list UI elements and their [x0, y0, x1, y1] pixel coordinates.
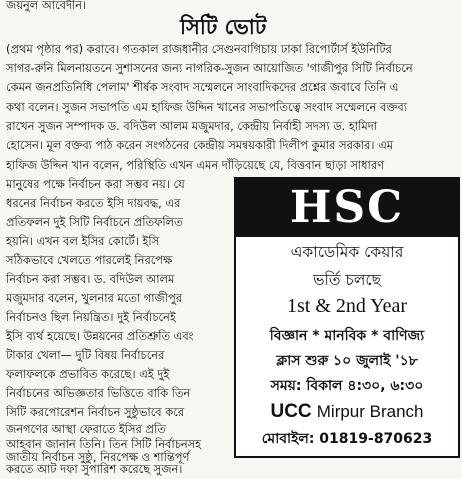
ad-line-5: ক্লাস শুরু ১০ জুলাই '১৮ [276, 353, 418, 369]
article-line: নির্বাচন করা সম্ভব। ড. বদিউল আলম [6, 272, 175, 286]
article-line: ফলাফলকে প্রভাবিত করেছে। এই দুই [6, 367, 170, 381]
article-line: হয়নি। এখন বল ইসির কোর্টে। ইসি [6, 234, 160, 248]
article-line: টাকার খেলা— দুটি বিষয় নির্বাচনের [6, 348, 165, 362]
ad-phone-line [236, 427, 458, 451]
article-line: হোসেন। মূল বক্তব্য পাঠ করেন সংগঠনের কেন্দ্রীয় সমন্বয়কারী দিলীপ কুমার সরকার। এম [6, 138, 394, 152]
ad-line-2: ভর্তি চলছে [312, 271, 382, 289]
ad-line-7 [236, 398, 458, 426]
article-line: নির্বাচনও ছিল নিয়ন্ত্রিত। দুই নির্বাচনেই [6, 310, 176, 324]
ad-line-4: বিজ্ঞান * মানবিক * বাণিজ্য [269, 328, 425, 344]
ad-line-6: সময়: বিকাল ৪:৩০, ৬:৩০ [270, 378, 424, 394]
article-line: মজুমদার বলেন, খুলনার মতো গাজীপুর [6, 291, 183, 305]
article-line: রাখেন সুজন সম্পাদক ড. বদিউল আলম মজুমদার, কেন্দ্রীয় নির্বাহী সদস্য ড. হামিদা [6, 119, 378, 133]
article-line: সাগর-রুনি মিলনায়তনে সুশাসনের জন্য নাগরিক-সুজন আয়োজিত 'গাজীপুর সিটি নির্বাচনে [6, 61, 413, 75]
article-line: ধরনের নির্বাচন করতে ইসি দায়বদ্ধ, এর [6, 196, 181, 210]
ad-phone-label: মোবাইল: [261, 431, 315, 447]
article-line: সিটি করপোরেশন নির্বাচন সুষ্ঠুভাবে করে [6, 405, 185, 419]
article-line: প্রতিফলন দুই সিটি নির্বাচনে প্রতিফলিত [6, 215, 183, 229]
ad-line-3: 1st & 2nd Year [286, 295, 407, 317]
article-line: মানুষের পক্ষে নির্বাচন করা সম্ভব নয়। যে [6, 177, 185, 191]
article-line: ইসি ব্যর্থ হয়েছে। উন্নয়নের প্রতিশ্রুতি এবং [6, 329, 194, 343]
article-line: জাতীয় নির্বাচন সুষ্ঠু, নিরপেক্ষ ও শান্তিপূর্ণ [6, 450, 190, 464]
ad-ucc: UCC [270, 401, 312, 422]
article-line: কথা বলেন। সুজন সভাপতি এম হাফিজ উদ্দিন খানের সভাপতিত্বে সংবাদ সম্মেলনে বক্তব্য [6, 100, 408, 114]
ad-line-1: একাডেমিক কেয়ার [290, 243, 404, 261]
ad-title: HSC [289, 182, 405, 233]
headline: সিটি ভোট [180, 15, 267, 39]
article-top-line: জয়নুল আবেদীন। [6, 0, 87, 12]
article-line: হাফিজ উদ্দিন খান বলেন, পরিস্থিতি এখন এমন দাঁড়িয়েছে যে, বিত্তবান ছাড়া সাধারণ [6, 158, 384, 172]
article-line: (প্রথম পৃষ্ঠার পর) করাবে। গতকাল রাজধানীর সেগুনবাগিচায় ঢাকা রিপোর্টার্স ইউনিটির [6, 42, 392, 56]
article-line: কেমন জনপ্রতিনিধি পেলাম' শীর্ষক সংবাদ সম্মেলনে সাংবাদিকদের প্রশ্নের জবাবে তিনি এ [6, 80, 399, 94]
article-line: সঠিকভাবে খেলতে পারলেই নিরপেক্ষ [6, 253, 173, 267]
article-line: জনগণের আস্থা ফেরাতে ইসির প্রতি [6, 422, 166, 436]
advertisement-box [234, 177, 460, 458]
ad-phone: 01819-870623 [319, 431, 433, 447]
ad-branch: Mirpur Branch [316, 402, 424, 421]
article-line: আহবান জানান তিনি। তিন সিটি নির্বাচনসহ [6, 437, 202, 451]
article-line: নির্বাচনের অভিজ্ঞতার ভিত্তিতে বাকি তিন [6, 386, 191, 400]
article-line: করতে আট দফা সুপারিশ করেছে সুজন। [6, 462, 183, 476]
